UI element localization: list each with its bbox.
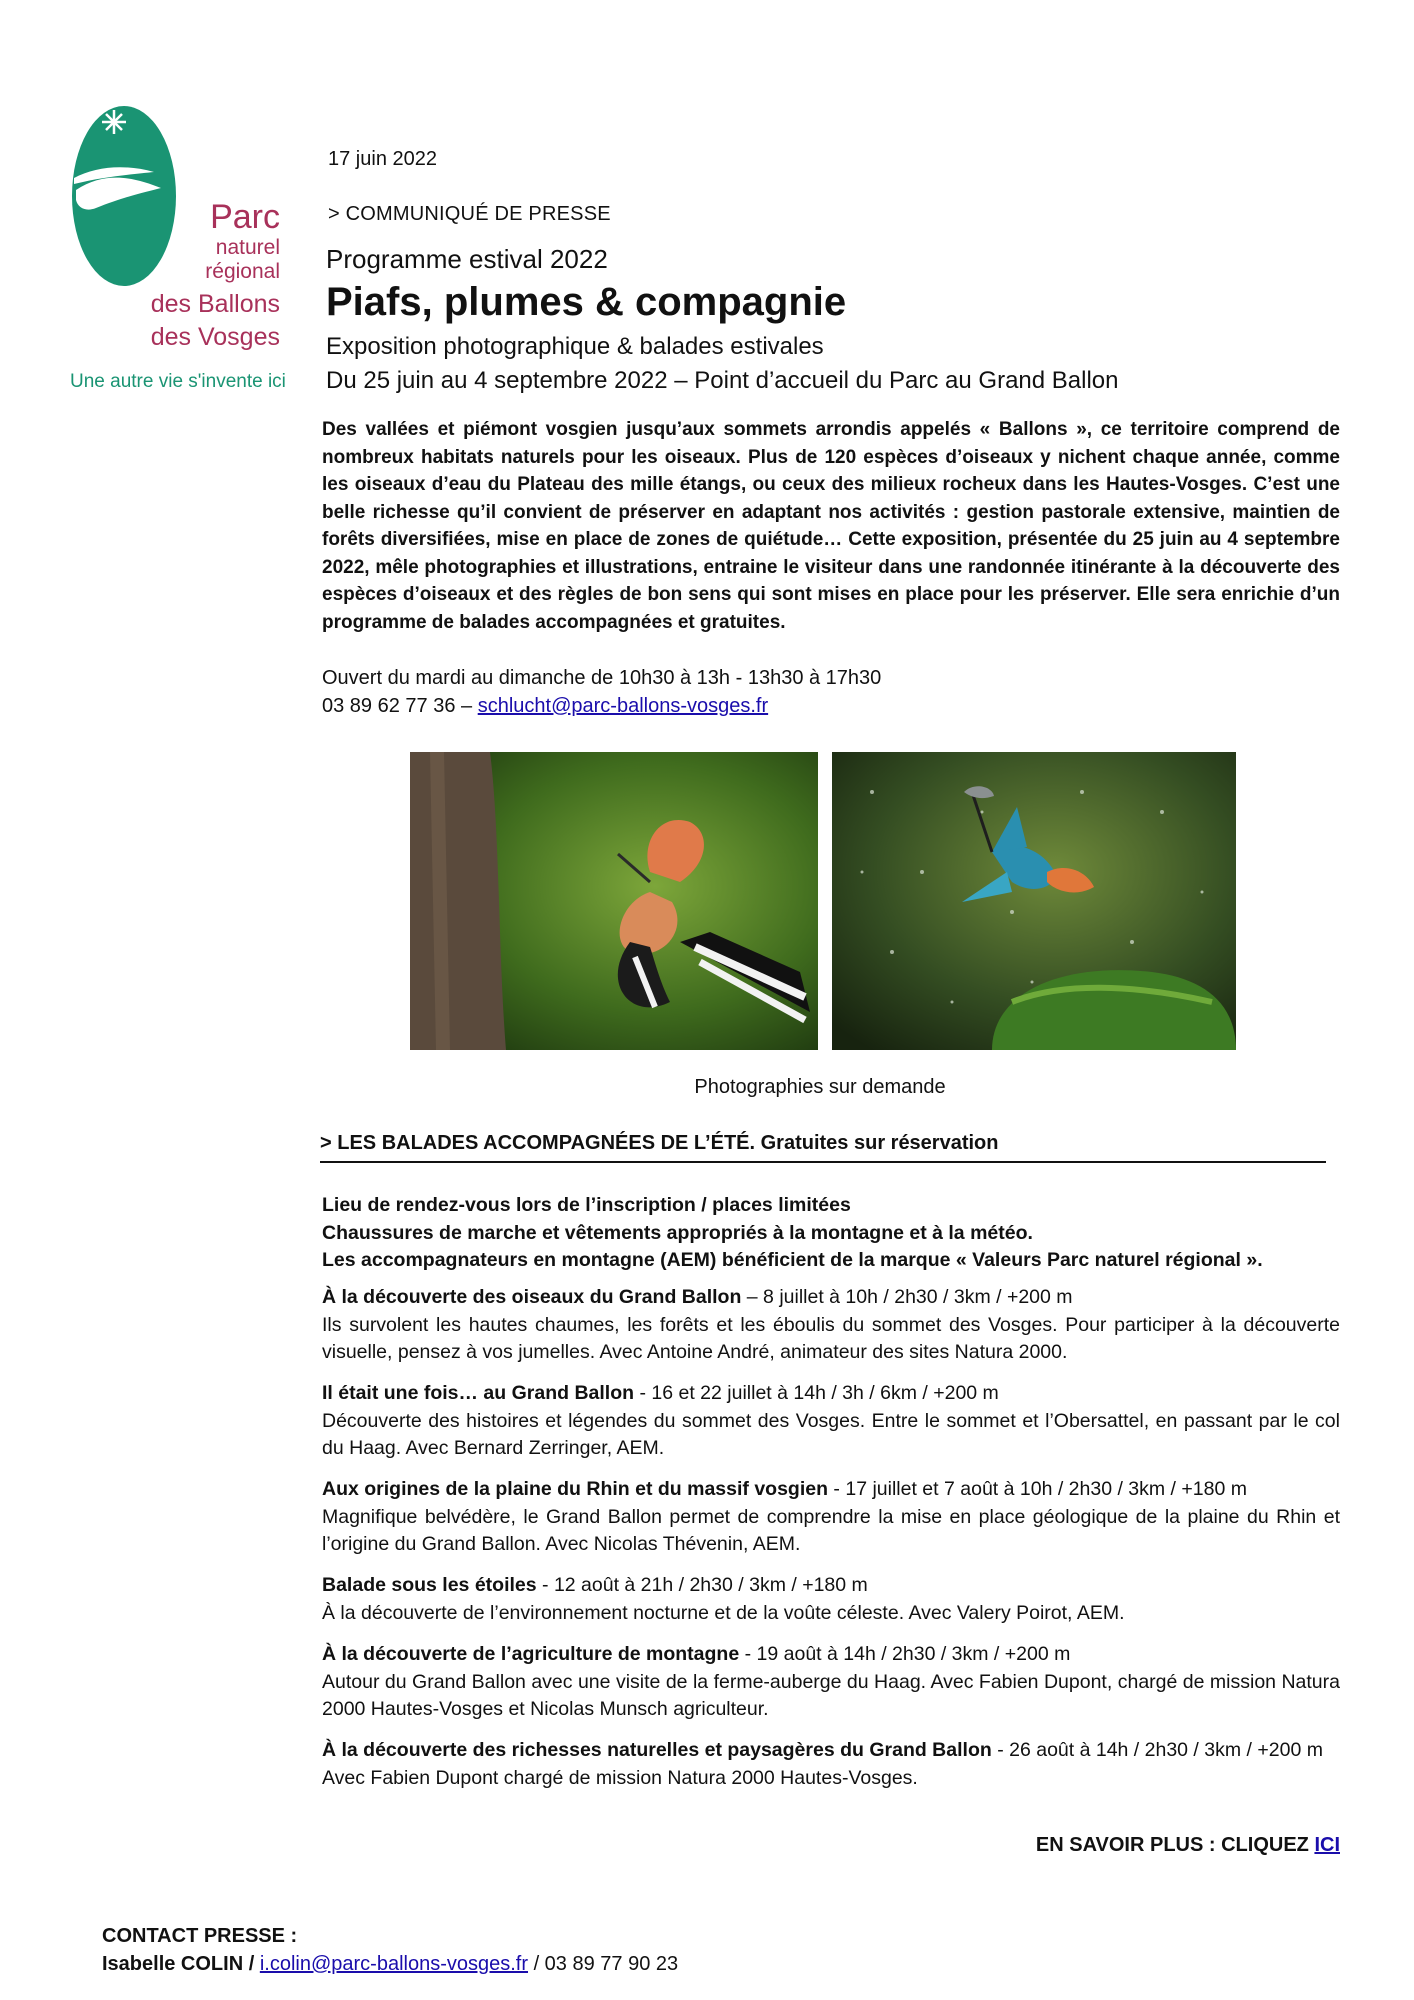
balade-notes xyxy=(322,1192,1263,1275)
press-contact xyxy=(102,1922,678,1978)
schlucht-email-link[interactable]: schlucht@parc-ballons-vosges.fr xyxy=(477,695,769,717)
balade-details: - 16 et 22 juillet à 14h / 3h / 6km / +200 m xyxy=(634,1382,999,1404)
balade-details: – 8 juillet à 10h / 2h30 / 3km / +200 m xyxy=(741,1286,1073,1308)
balade-header xyxy=(322,1641,1340,1669)
park-logo xyxy=(66,100,286,400)
more-info xyxy=(1036,1834,1340,1857)
logo-regional: régional xyxy=(205,260,280,283)
balade-item xyxy=(322,1380,1340,1463)
logo-des-ballons: des Ballons xyxy=(150,290,280,318)
balade-title: Aux origines de la plaine du Rhin et du massif vosgien xyxy=(322,1478,829,1500)
balade-header xyxy=(322,1572,1340,1600)
balade-item xyxy=(322,1284,1340,1367)
balade-title: Il était une fois… au Grand Ballon xyxy=(322,1382,635,1404)
logo-des-vosges: des Vosges xyxy=(150,323,280,351)
photo-caption-text: Photographies sur demande xyxy=(694,1076,946,1098)
balade-description: Ils survolent les hautes chaumes, les forêts et les éboulis du sommet des Vosges. Pour participer à la découverte visuelle, pensez à vos jumelles. Avec Antoine André, animateur des sites Natura 2000. xyxy=(322,1313,1340,1363)
page-title: Piafs, plumes & compagnie xyxy=(326,280,847,324)
balade-description: Magnifique belvédère, le Grand Ballon permet de comprendre la mise en place géologique de la plaine du Rhin et l’origine du Grand Ballon. Avec Nicolas Thévenin, AEM. xyxy=(322,1505,1340,1555)
balade-details: - 12 août à 21h / 2h30 / 3km / +180 m xyxy=(536,1574,868,1596)
balade-item xyxy=(322,1476,1340,1559)
balade-details: - 26 août à 14h / 2h30 / 3km / +200 m xyxy=(991,1739,1323,1761)
balade-description: Découverte des histoires et légendes du sommet des Vosges. Entre le sommet et l’Obersattel, en passant par le col du Haag. Avec Bernard Zerringer, AEM. xyxy=(322,1409,1340,1459)
contact-line xyxy=(322,692,881,720)
logo-naturel: naturel xyxy=(215,236,280,259)
press-contact-name: Isabelle COLIN / xyxy=(102,1953,260,1975)
balade-description: Autour du Grand Ballon avec une visite de la ferme-auberge du Haag. Avec Fabien Dupont, chargé de mission Natura 2000 Hautes-Vosges et Nicolas Munsch agriculteur. xyxy=(322,1670,1340,1720)
balade-item xyxy=(322,1737,1340,1792)
kingfisher-photo xyxy=(832,752,1236,1050)
press-contact-line xyxy=(102,1950,678,1978)
section-heading: > LES BALADES ACCOMPAGNÉES DE L’ÉTÉ. Gratuites sur réservation xyxy=(320,1132,1326,1163)
note-aem: Les accompagnateurs en montagne (AEM) bénéficient de la marque « Valeurs Parc naturel régional ». xyxy=(322,1249,1263,1271)
opening-info xyxy=(322,664,881,720)
balade-details: - 17 juillet et 7 août à 10h / 2h30 / 3km / +180 m xyxy=(828,1478,1247,1500)
programme-label: Programme estival 2022 xyxy=(326,244,608,274)
press-contact-email-link[interactable]: i.colin@parc-ballons-vosges.fr xyxy=(259,1953,529,1975)
balade-item xyxy=(322,1641,1340,1724)
more-info-link[interactable]: ICI xyxy=(1314,1834,1340,1856)
balade-title: À la découverte des richesses naturelles et paysagères du Grand Ballon xyxy=(322,1739,992,1761)
balade-header xyxy=(322,1380,1340,1408)
tree-trunk xyxy=(410,752,506,1050)
balade-title: Balade sous les étoiles xyxy=(322,1574,537,1596)
balade-details: - 19 août à 14h / 2h30 / 3km / +200 m xyxy=(739,1643,1071,1665)
balade-title: À la découverte de l’agriculture de montagne xyxy=(322,1643,740,1665)
balade-header xyxy=(322,1737,1340,1765)
hoopoe-photo xyxy=(410,752,818,1050)
note-meeting: Lieu de rendez-vous lors de l’inscription / places limitées xyxy=(322,1194,851,1216)
logo-tagline: Une autre vie s'invente ici xyxy=(70,371,286,392)
subtitle-dates: Du 25 juin au 4 septembre 2022 – Point d’accueil du Parc au Grand Ballon xyxy=(326,367,1119,394)
more-info-label: EN SAVOIR PLUS : CLIQUEZ xyxy=(1035,1834,1315,1856)
balade-header xyxy=(322,1284,1340,1312)
balade-item xyxy=(322,1572,1340,1627)
balade-description: À la découverte de l’environnement nocturne et de la voûte céleste. Avec Valery Poirot, AEM. xyxy=(322,1601,1125,1624)
press-release-label: > COMMUNIQUÉ DE PRESSE xyxy=(328,203,611,225)
intro-paragraph: Des vallées et piémont vosgien jusqu’aux sommets arrondis appelés « Ballons », ce territoire comprend de nombreux habitats naturels pour les oiseaux. Plus de 120 espèces d’oiseaux y nichent chaque année, comme les oiseaux d’eau du Plateau des mille étangs, ou ceux des milieux rocheux dans les Hautes-Vosges. C’est une belle richesse qu’il convient de préserver en adaptant nos activités : gestion pastorale extensive, maintien de forêts diversifiées, mise en place de zones de quiétude… Cette exposition, présentée du 25 juin au 4 septembre 2022, mêle photographies et illustrations, entraine le visiteur dans une randonnée itinérante à la découverte des espèces d’oiseaux et des règles de bon sens qui sont mises en place pour les préserver. Elle sera enrichie d’un programme de balades accompagnées et gratuites. xyxy=(322,419,1340,633)
photo-caption xyxy=(0,1076,1414,1099)
press-contact-phone: / 03 89 77 90 23 xyxy=(528,1953,679,1975)
press-date: 17 juin 2022 xyxy=(328,148,437,170)
logo-parc: Parc xyxy=(210,198,280,236)
opening-hours: Ouvert du mardi au dimanche de 10h30 à 13h - 13h30 à 17h30 xyxy=(322,667,882,689)
balade-description: Avec Fabien Dupont chargé de mission Natura 2000 Hautes-Vosges. xyxy=(322,1766,918,1789)
note-equipment: Chaussures de marche et vêtements appropriés à la montagne et à la météo. xyxy=(322,1221,1033,1244)
press-contact-title: CONTACT PRESSE : xyxy=(102,1925,298,1947)
balade-header xyxy=(322,1476,1340,1504)
balade-title: À la découverte des oiseaux du Grand Ballon xyxy=(322,1286,742,1308)
subtitle-exposition: Exposition photographique & balades estivales xyxy=(326,333,824,360)
phone-number: 03 89 62 77 36 – xyxy=(322,695,478,717)
